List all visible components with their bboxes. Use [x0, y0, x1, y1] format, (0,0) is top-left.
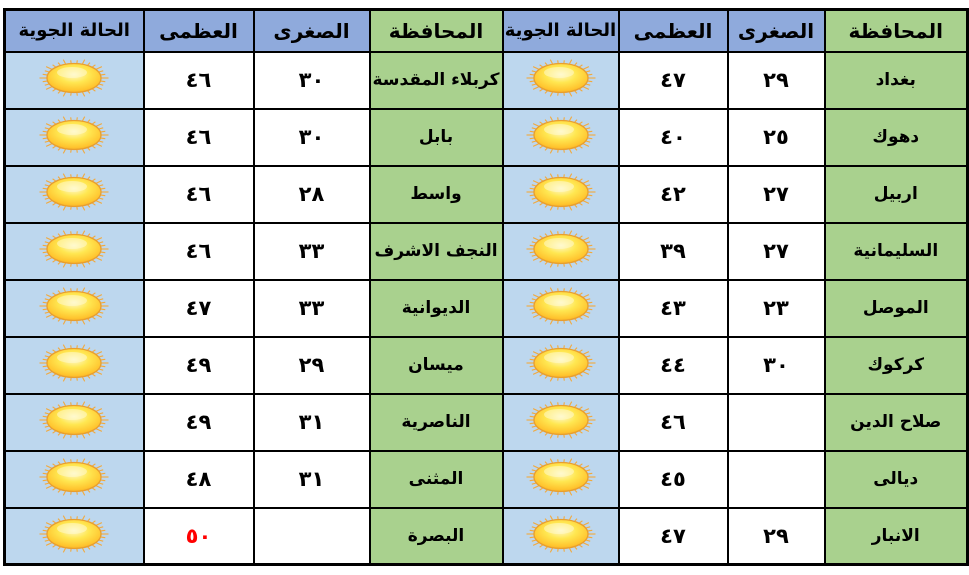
- province-name-cell: دهوك: [825, 109, 968, 166]
- province-name-cell: ميسان: [370, 337, 503, 394]
- sun-icon: [526, 113, 596, 157]
- weather-condition-cell: [5, 337, 144, 394]
- sun-icon: [39, 341, 109, 385]
- province-name-cell: المثنى: [370, 451, 503, 508]
- table-row: [5, 109, 968, 166]
- sun-icon: [39, 170, 109, 214]
- weather-condition-cell: [5, 394, 144, 451]
- sun-icon: [39, 455, 109, 499]
- province-name-cell: البصرة: [370, 508, 503, 565]
- min-temp-cell: ٢٨: [254, 166, 370, 223]
- sun-icon: [526, 341, 596, 385]
- province-name-cell: النجف الاشرف: [370, 223, 503, 280]
- min-temp-cell: ٣٠: [728, 337, 825, 394]
- province-name-cell: السليمانية: [825, 223, 968, 280]
- province-name-cell: الموصل: [825, 280, 968, 337]
- weather-condition-cell: [5, 508, 144, 565]
- max-temp-cell: ٣٩: [619, 223, 728, 280]
- sun-icon: [39, 113, 109, 157]
- sun-icon: [39, 398, 109, 442]
- sun-icon: [526, 398, 596, 442]
- header-min-left: الصغرى: [254, 10, 370, 52]
- max-temp-cell: ٤٦: [144, 223, 254, 280]
- max-temp-cell: ٤٩: [144, 394, 254, 451]
- max-temp-cell: ٤٨: [144, 451, 254, 508]
- max-temp-cell: ٤٢: [619, 166, 728, 223]
- table-row: [5, 451, 968, 508]
- province-name-cell: بابل: [370, 109, 503, 166]
- province-name-cell: اربيل: [825, 166, 968, 223]
- min-temp-cell: ٢٧: [728, 223, 825, 280]
- weather-table: [3, 8, 969, 566]
- max-temp-cell: ٤٦: [619, 394, 728, 451]
- max-temp-cell: ٤٦: [144, 52, 254, 109]
- min-temp-cell: ٣٣: [254, 223, 370, 280]
- sun-icon: [39, 227, 109, 271]
- table-header-row: [5, 10, 968, 52]
- weather-condition-cell: [503, 508, 619, 565]
- sun-icon: [39, 512, 109, 556]
- weather-condition-cell: [503, 52, 619, 109]
- min-temp-cell: ٢٩: [728, 52, 825, 109]
- sun-icon: [526, 170, 596, 214]
- sun-icon: [526, 56, 596, 100]
- max-temp-cell: ٤٦: [144, 166, 254, 223]
- weather-condition-cell: [503, 223, 619, 280]
- header-max-left: العظمى: [144, 10, 254, 52]
- min-temp-cell: ٣١: [254, 394, 370, 451]
- sun-icon: [526, 227, 596, 271]
- weather-condition-cell: [5, 166, 144, 223]
- weather-condition-cell: [503, 337, 619, 394]
- table-row: [5, 508, 968, 565]
- weather-condition-cell: [5, 109, 144, 166]
- table-row: [5, 394, 968, 451]
- province-name-cell: كربلاء المقدسة: [370, 52, 503, 109]
- max-temp-cell: ٤٧: [619, 508, 728, 565]
- province-name-cell: كركوك: [825, 337, 968, 394]
- max-temp-cell: ٤٩: [144, 337, 254, 394]
- max-temp-cell: ٤٥: [619, 451, 728, 508]
- weather-condition-cell: [5, 280, 144, 337]
- min-temp-cell: ٢٥: [728, 109, 825, 166]
- max-temp-cell: ٤٧: [144, 280, 254, 337]
- weather-condition-cell: [503, 451, 619, 508]
- table-body: [5, 52, 968, 565]
- weather-condition-cell: [503, 280, 619, 337]
- min-temp-cell: ٢٧: [728, 166, 825, 223]
- sun-icon: [526, 284, 596, 328]
- weather-condition-cell: [5, 451, 144, 508]
- weather-condition-cell: [503, 394, 619, 451]
- header-province-left: المحافظة: [370, 10, 503, 52]
- max-temp-cell: ٤٧: [619, 52, 728, 109]
- table-row: [5, 223, 968, 280]
- min-temp-cell: [728, 451, 825, 508]
- min-temp-cell: ٢٣: [728, 280, 825, 337]
- sun-icon: [526, 512, 596, 556]
- min-temp-cell: [728, 394, 825, 451]
- province-name-cell: صلاح الدين: [825, 394, 968, 451]
- header-condition-left: الحالة الجوية: [5, 10, 144, 52]
- weather-condition-cell: [5, 52, 144, 109]
- max-temp-cell: ٤٤: [619, 337, 728, 394]
- min-temp-cell: ٣٣: [254, 280, 370, 337]
- min-temp-cell: ٢٩: [728, 508, 825, 565]
- weather-condition-cell: [503, 166, 619, 223]
- min-temp-cell: [254, 508, 370, 565]
- province-name-cell: الناصرية: [370, 394, 503, 451]
- province-name-cell: بغداد: [825, 52, 968, 109]
- weather-condition-cell: [503, 109, 619, 166]
- min-temp-cell: ٣٠: [254, 52, 370, 109]
- table-row: [5, 166, 968, 223]
- max-temp-cell: ٥٠: [144, 508, 254, 565]
- province-name-cell: الانبار: [825, 508, 968, 565]
- province-name-cell: الديوانية: [370, 280, 503, 337]
- max-temp-cell: ٤٦: [144, 109, 254, 166]
- table-row: [5, 52, 968, 109]
- sun-icon: [39, 284, 109, 328]
- min-temp-cell: ٣١: [254, 451, 370, 508]
- max-temp-cell: ٤٠: [619, 109, 728, 166]
- table-row: [5, 280, 968, 337]
- table-row: [5, 337, 968, 394]
- min-temp-cell: ٢٩: [254, 337, 370, 394]
- sun-icon: [39, 56, 109, 100]
- sun-icon: [526, 455, 596, 499]
- max-temp-cell: ٤٣: [619, 280, 728, 337]
- header-province-right: المحافظة: [825, 10, 968, 52]
- province-name-cell: واسط: [370, 166, 503, 223]
- header-max-right: العظمى: [619, 10, 728, 52]
- header-min-right: الصغرى: [728, 10, 825, 52]
- weather-condition-cell: [5, 223, 144, 280]
- min-temp-cell: ٣٠: [254, 109, 370, 166]
- province-name-cell: ديالى: [825, 451, 968, 508]
- header-condition-right: الحالة الجوية: [503, 10, 619, 52]
